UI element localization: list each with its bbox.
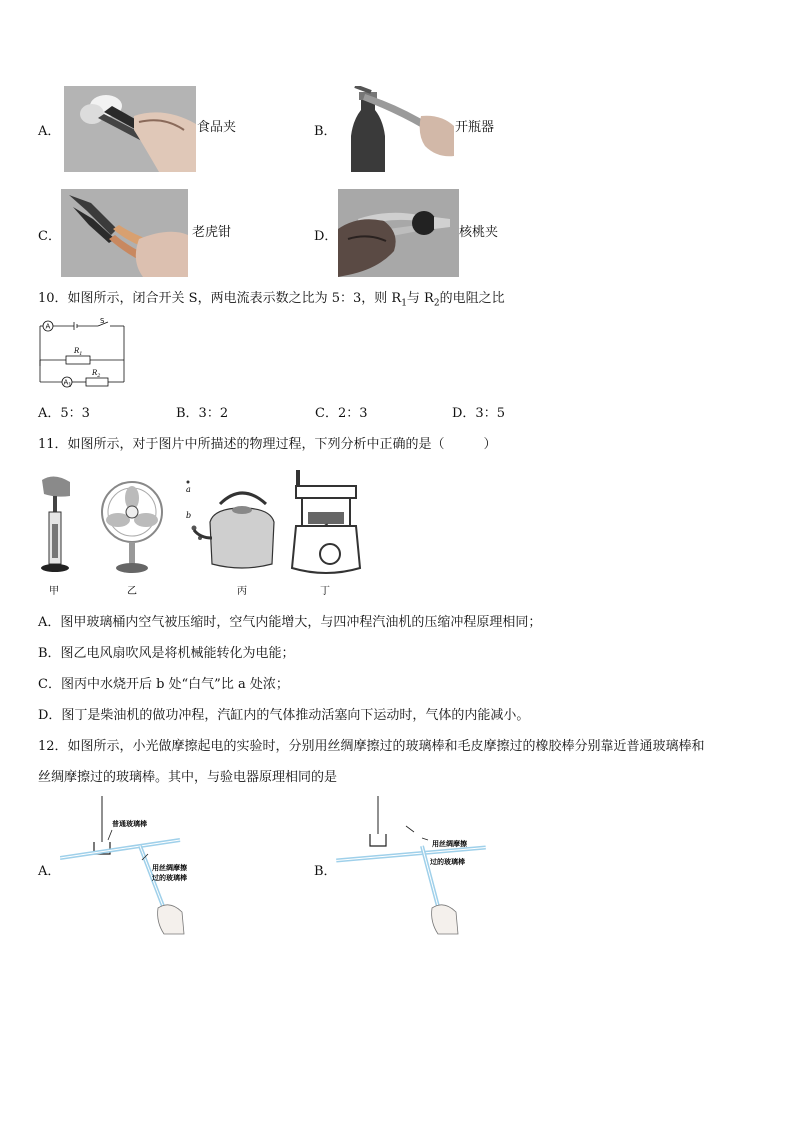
stem-part: 与 R xyxy=(406,291,434,306)
nutcracker-photo xyxy=(338,189,459,277)
rod-experiment-b xyxy=(336,796,496,936)
q11-option-d[interactable]: D．图丁是柴油机的做功冲程，汽缸内的气体推动活塞向下运动时，气体的内能减小。 xyxy=(38,708,530,723)
q11-option-a[interactable]: A．图甲玻璃桶内空气被压缩时，空气内能增大，与四冲程汽油机的压缩冲程原理相同； xyxy=(38,615,542,630)
mark-b: b xyxy=(186,511,192,520)
subscript: 1 xyxy=(401,298,407,309)
label-rubbed-rod-1: 用丝绸摩擦 xyxy=(152,864,187,872)
option-letter: A． xyxy=(38,864,61,879)
figure-label-ding: 丁 xyxy=(320,586,330,597)
option-letter: B． xyxy=(314,864,337,879)
q10-option-c[interactable]: C．2：3 xyxy=(315,406,368,421)
pliers-photo xyxy=(61,189,188,277)
q10-option-a[interactable]: A．5：3 xyxy=(38,406,90,421)
food-tongs-photo xyxy=(64,86,196,172)
figure-label-bing: 丙 xyxy=(237,586,247,597)
subscript: 2 xyxy=(433,298,440,309)
option-caption: 核桃夹 xyxy=(459,225,499,240)
q11-option-c[interactable]: C．图丙中水烧开后 b 处“白气”比 a 处浓； xyxy=(38,677,289,692)
figure-label-jia: 甲 xyxy=(49,586,59,597)
r1-label: $R_1$ xyxy=(74,347,83,357)
option-letter: C． xyxy=(38,229,61,244)
option-caption: 开瓶器 xyxy=(455,120,495,135)
r2-label: $R_2$ xyxy=(92,369,101,379)
option-letter: B． xyxy=(314,124,337,139)
rod-experiment-a xyxy=(60,796,210,936)
label-plain-glass-rod: 普通玻璃棒 xyxy=(112,820,147,828)
q10-option-d[interactable]: D．3：5 xyxy=(452,406,505,421)
air-pump-figure xyxy=(41,476,70,572)
switch-label: S xyxy=(100,318,105,325)
q11-stem: 11．如图所示，对于图片中所描述的物理过程，下列分析中正确的是（ ） xyxy=(38,437,497,452)
label-rubbed-rod-2: 过的玻璃棒 xyxy=(430,858,465,866)
figure-label-yi: 乙 xyxy=(127,586,137,597)
electric-fan-figure xyxy=(102,482,162,573)
stem-part: 的电阻之比 xyxy=(439,291,505,306)
option-caption: 老虎钳 xyxy=(192,225,232,240)
bottle-opener-photo xyxy=(341,86,454,172)
q10-option-b[interactable]: B．3：2 xyxy=(176,406,229,421)
option-letter: A． xyxy=(38,124,61,139)
kettle-figure xyxy=(186,481,274,569)
ammeter-label: A xyxy=(45,322,51,331)
label-rubbed-rod-2: 过的玻璃棒 xyxy=(152,874,187,882)
mark-a: a xyxy=(186,485,191,494)
circuit-diagram xyxy=(36,318,132,392)
diesel-engine-figure xyxy=(292,470,360,573)
label-rubbed-rod-1: 用丝绸摩擦 xyxy=(432,840,467,848)
ammeter-1-label: $A_1$ xyxy=(63,378,72,389)
q12-stem-line-1: 12．如图所示，小光做摩擦起电的实验时，分别用丝绸摩擦过的玻璃棒和毛皮摩擦过的橡胶棒分别靠近普通玻璃棒和 xyxy=(38,739,705,754)
q10-stem xyxy=(38,290,505,313)
q11-option-b[interactable]: B．图乙电风扇吹风是将机械能转化为电能； xyxy=(38,646,295,661)
option-caption: 食品夹 xyxy=(197,120,237,135)
stem-part: 10．如图所示，闭合开关 S，两电流表示数之比为 5：3，则 R xyxy=(38,291,402,306)
q12-stem-line-2: 丝绸摩擦过的玻璃棒。其中，与验电器原理相同的是 xyxy=(38,770,338,785)
q11-figures xyxy=(34,468,364,600)
option-letter: D． xyxy=(314,229,338,244)
